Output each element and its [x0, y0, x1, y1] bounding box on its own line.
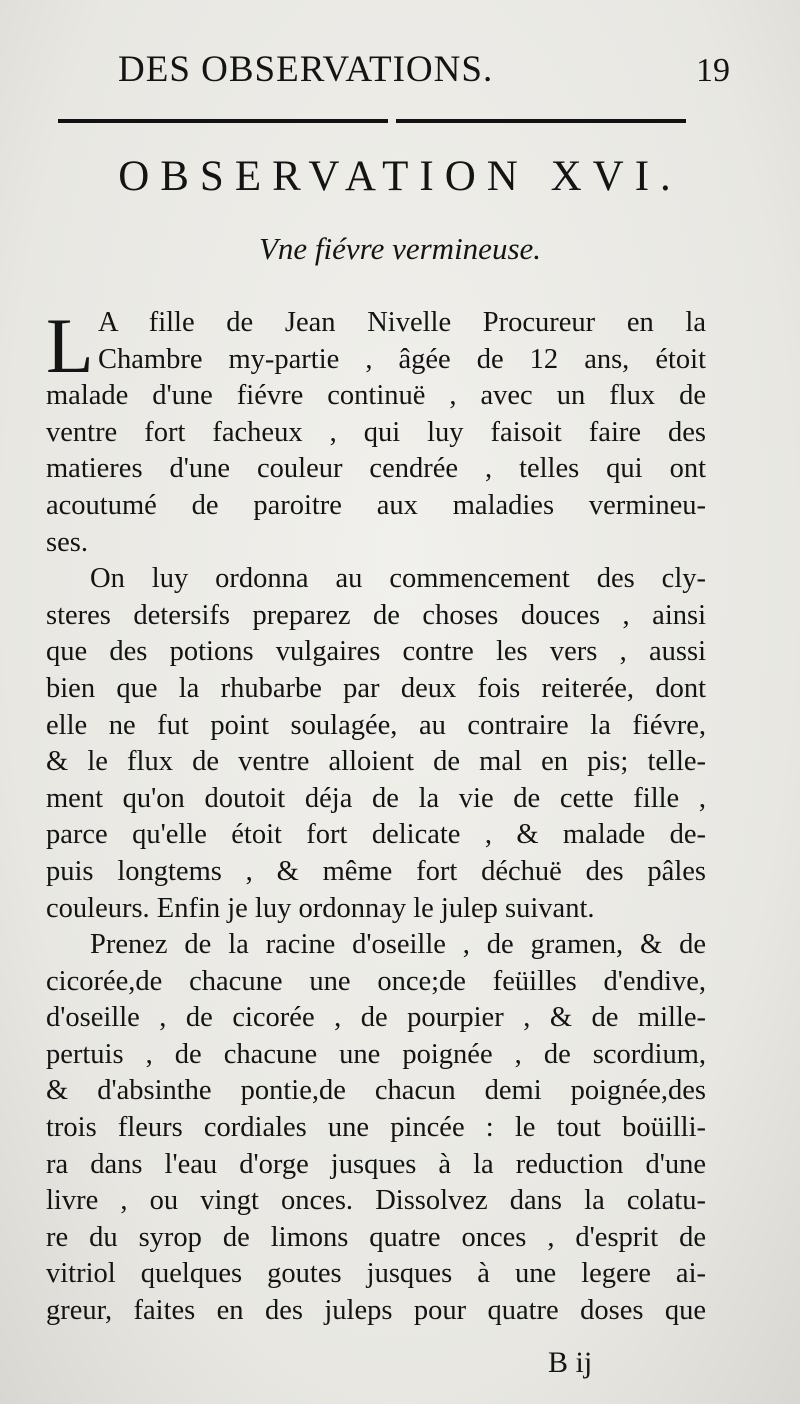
paragraph-3	[46, 927, 706, 1330]
running-head: DES OBSERVATIONS.	[118, 49, 494, 90]
text-line: puis longtems , & même fort déchuë des pâles	[46, 855, 706, 887]
text-line: & le flux de ventre alloient de mal en pis; telle-	[46, 746, 706, 778]
page-number: 19	[696, 52, 730, 89]
text-line: steres detersifs preparez de choses douces , ainsi	[46, 599, 706, 631]
header-rule	[58, 118, 686, 124]
rule-segment-left	[58, 119, 388, 123]
text-line: ment qu'on doutoit déja de la vie de cette fille ,	[46, 782, 706, 814]
rule-segment-right	[396, 119, 686, 123]
text-line: parce qu'elle étoit fort delicate , & malade de-	[46, 819, 706, 851]
text-line: que des potions vulgaires contre les vers , aussi	[46, 636, 706, 668]
text-line: pertuis , de chacune une poignée , de scordium,	[46, 1038, 706, 1070]
text-line: & d'absinthe pontie,de chacun demi poignée,des	[46, 1075, 706, 1107]
page-header	[90, 48, 730, 98]
body-text	[46, 302, 706, 1330]
text-line: A fille de Jean Nivelle Procureur en la	[98, 307, 706, 338]
text-line: ses.	[46, 526, 88, 558]
text-line: bien que la rhubarbe par deux fois reiterée, dont	[46, 672, 706, 704]
text-line: On luy ordonna au commencement des cly-	[90, 563, 706, 595]
text-line: vitriol quelques goutes jusques à une legere ai-	[46, 1258, 706, 1290]
text-line: couleurs. Enfin je luy ordonnay le julep suivant.	[46, 892, 595, 924]
text-line: Prenez de la racine d'oseille , de gramen, & de	[90, 929, 706, 961]
text-line: cicorée,de chacune une once;de feüilles d'endive,	[46, 965, 706, 997]
gathering-signature: B ij	[548, 1346, 593, 1379]
text-line: d'oseille , de cicorée , de pourpier , & de mille-	[46, 1002, 706, 1034]
text-line: ra dans l'eau d'orge jusques à la reduction d'une	[46, 1148, 706, 1180]
paragraph-1	[46, 302, 706, 561]
text-line: trois fleurs cordiales une pincée : le tout boüilli-	[46, 1112, 706, 1144]
text-line: Chambre my-partie , âgée de 12 ans, étoit	[98, 343, 706, 375]
paragraph-2	[46, 561, 706, 927]
observation-subtitle: Vne fiévre vermineuse.	[258, 231, 542, 266]
text-line: acoutumé de paroitre aux maladies vermineu-	[46, 489, 706, 521]
text-line: greur, faites en des juleps pour quatre doses que	[46, 1295, 706, 1327]
text-line: matieres d'une couleur cendrée , telles qui ont	[46, 453, 706, 485]
observation-title: OBSERVATION XVI.	[118, 153, 682, 200]
drop-cap: L	[46, 302, 94, 389]
text-line: re du syrop de limons quatre onces , d'esprit de	[46, 1221, 706, 1253]
text-line: elle ne fut point soulagée, au contraire la fiévre,	[46, 709, 706, 741]
text-line: ventre fort facheux , qui luy faisoit faire des	[46, 416, 706, 448]
text-line: malade d'une fiévre continuë , avec un flux de	[46, 380, 706, 412]
text-line: livre , ou vingt onces. Dissolvez dans la colatu-	[46, 1185, 706, 1217]
